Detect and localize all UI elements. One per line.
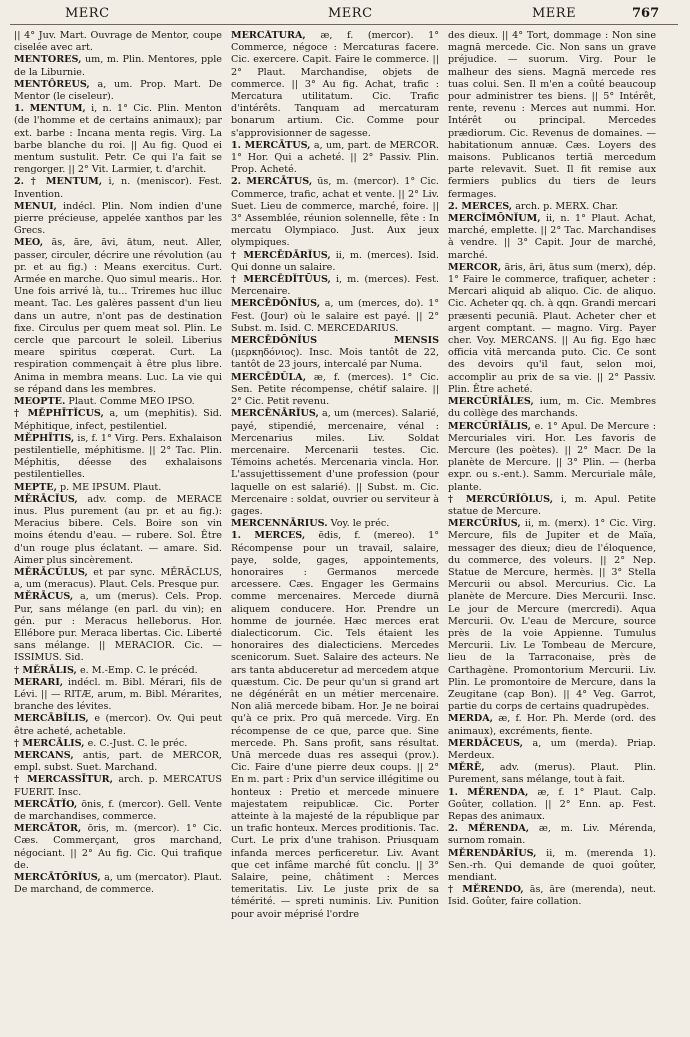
entry-definition: æ, f. (merces). 1° Cic. Sen. Petite récompense, chétif salaire. || 2° Cic. Petit revenu. [231,371,439,408]
dictionary-entry [14,738,222,750]
running-head-left: MERC [65,6,110,21]
dictionary-entry [231,408,439,518]
dictionary-entry [14,396,222,408]
entry-definition: i, n. (meniscor). Fest. Invention. [14,176,222,200]
entry-headword: MERCĀTŪRA, [231,30,306,41]
dictionary-entry [14,713,222,737]
column-1 [14,30,222,1030]
entry-headword: † MERCASSĪTUR, [14,774,113,786]
entry-definition: i, n. 1° Cic. Plin. Menton (de l'homme et de certains animaux); par ext. barbe : Incana menta regis. Virg. La barbe blanche du roi. || Au fig. Quod ei mentum sustulit. Petr. Ce qui l'a fait se rengorger. || 2° Vit. Larmier, t. d'archit. [14,103,222,176]
entry-definition: ii, m. (merx). 1° Cic. Virg. Mercure, fils de Jupiter et de Maïa, messager des dieux; dieu de l'éloquence, du commerce, des voleurs. || 2° Nep. Statue de Mercure, hermès. || 3° Stella Mercurii ou absol. Mercurius. Cic. La planète de Mercure. Dies Mercurii. Insc. Le jour de Mercure (mercredi). Aqua Mercurii. Ov. L'eau de Mercure, source près de la voie Appienne. Tumulus Mercurii. Liv. Le Tombeau de Mercure, lieu de la Tarraconaise, près de Carthagène. Promontorium Mercurii. Liv. Plin. Le promontoire de Mercure, dans la Zeugitane (cap Bon). || 4° Veg. Garrot, partie du corps de certains quadrupèdes. [448,518,656,713]
dictionary-entry [448,494,656,518]
entry-definition: ii, n. 1° Plaut. Achat, marché, emplette. || 2° Tac. Marchandises à vendre. || 3° Capit. Jour de marché, marché. [448,213,656,261]
entry-headword: MĔRENDĀRĬUS, [448,847,537,859]
entry-headword: MĚRĀCĬUS, [14,493,78,505]
dictionary-entry [231,518,439,530]
entry-definition: a, um (merces, do). 1° Fest. (Jour) où le salaire est payé. || 2° Subst. m. Isid. C. MERCEDARIUS. [231,298,439,334]
entry-definition: a, um. Prop. Mart. De Mentor (le ciseleur). [14,78,222,103]
entry-definition: adv. comp. de MERACE inus. Plus purement (au pr. et au fig.): Meracius bibere. Cels. Boire son vin moins étendu d'eau. — rubere. Sol. Être d'un rouge plus éclatant. — amare. Sid. Aimer plus sincèrement. [14,493,222,566]
dictionary-entry [14,54,222,78]
dictionary-entry [231,372,439,409]
entry-headword: 1. MERCĀTUS, [231,139,311,151]
entry-headword: 1. MĔRENDA, [448,786,529,798]
dictionary-entry [448,823,656,847]
entry-headword: MEPTE, [14,481,57,493]
dictionary-entry [231,250,439,274]
entry-definition: e. M.-Emp. C. le précéd. [79,664,198,676]
dictionary-entry [14,433,222,482]
entry-headword: MERCĬMŌNĬUM, [448,213,541,225]
entry-definition: Plaut. Comme MEO IPSO. [68,396,195,408]
entry-definition: a, um (mercator). Plaut. De marchand, de commerce. [14,872,222,896]
entry-definition: e (mercor). Ov. Qui peut être acheté, achetable. [14,713,222,737]
entry-definition: ās, āre (merenda), neut. Isid. Goûter, faire collation. [448,884,656,908]
column-2 [231,30,439,1030]
dictionary-entry [14,567,222,591]
dictionary-entry [231,140,439,177]
entry-headword: MERCENNĀRIUS. [231,518,328,530]
dictionary-entry [231,335,439,372]
entry-definition: antis, part. de MERCOR, empl. subst. Suet. Marchand. [14,749,222,774]
dictionary-entry [448,518,656,713]
entry-definition: ās, āre, āvi, ātum, neut. Aller, passer, circuler, décrire une révolution (au pr. et au fig.) : Means exercitus. Curt. Armée en marche. Quo simul mearis.. Hor. Une fois arrivé là, tu... Triremes huc illuc meant. Tac. Les galères passent d'un lieu dans un autre, n'ont pas de destination fixe. Circulus per quem meat sol. Plin. Le cercle que parcourt le soleil. Liberius meare spiritus cœperat. Curt. La respiration commençait à être plus libre. Anima in membra means. Luc. La vie qui se répand dans les membres. [14,237,222,395]
dictionary-entry [448,713,656,737]
entry-definition: || 4° Juv. Mart. Ouvrage de Mentor, coupe ciselée avec art. [14,30,222,54]
entry-headword: 1. MENTUM, [14,103,86,115]
dictionary-entry [231,30,439,140]
entry-headword: MERCĀTĬO, [14,798,78,810]
entry-definition: ūs, m. (mercor). 1° Cic. Commerce, trafic, achat et vente. || 2° Liv. Suet. Lieu de commerce, marché, foire. || 3° Assemblée, réunion solennelle, fête : In mercatu Olympiaco. Just. Aux jeux olympiques. [231,176,439,249]
dictionary-entry [14,665,222,677]
entry-headword: 2. MERCES, [448,200,513,212]
entry-definition: i, m. (merces). Fest. Mercenaire. [231,274,439,298]
dictionary-entry [231,530,439,921]
entry-headword: MĔRĒ, [448,762,485,774]
dictionary-entry [448,213,656,262]
entry-definition: ōnis, f. (mercor). Gell. Vente de marchandises, commerce. [14,798,222,822]
dictionary-entry [231,298,439,335]
entry-definition: Voy. le préc. [330,518,390,530]
dictionary-entry [14,677,222,714]
entry-headword: MEOPTE. [14,396,66,408]
entry-headword: MERARI, [14,676,64,688]
column-3 [448,30,656,1030]
dictionary-entry [14,750,222,774]
entry-definition: um, m. Plin. Mentores, pple de la Liburnie. [14,54,222,78]
entry-headword: MERCĒDŌNĬUS MENSIS [231,335,439,347]
entry-definition: des dieux. || 4° Tort, dommage : Non sine magnā mercede. Cic. Non sans un grave préjudice. — suorum. Virg. Pour le malheur des siens. Magnā mercede res tuas colui. Sen. Il m'en a coûté beaucoup pour administrer tes biens. || 5° Intérêt, rente, revenu : Merces aut nummi. Hor. Intérêt ou principal. Mercedes prædiorum. Cic. Revenus de domaines. — habitationum annuæ. Cæs. Loyers des maisons. Publicanos tertiā mercedum parte relevavit. Suet. Il fit remise aux fermiers publics du tiers de leurs fermages. [448,30,656,200]
entry-definition: adv. (merus). Plaut. Plin. Purement, sans mélange, tout à fait. [448,762,656,786]
entry-headword: MERCANS, [14,749,74,761]
entry-headword: MERCĒNĀRĬUS, [231,408,319,420]
dictionary-entry [14,237,222,396]
entry-headword: MENTÔREUS, [14,78,90,90]
entry-headword: MERDA, [448,713,494,725]
entry-definition: a, um (merus). Cels. Prop. Pur, sans mélange (en parl. du vin); en gén. pur : Meracus helleborus. Hor. Ellébore pur. Meraca libertas. Cic. Liberté sans mélange. || MERACIOR. Cic. — ISSIMUS. Sid. [14,591,222,664]
entry-definition: æ, f. 1° Plaut. Calp. Goûter, collation. || 2° Enn. ap. Fest. Repas des animaux. [448,786,656,822]
entry-definition: æ, f. (mercor). 1° Commerce, négoce : Mercaturas facere. Cic. exercere. Capit. Faire le commerce. || 2° Plaut. Marchandise, objets de commerce. || 3° Au fig. Achat, trafic : Mercatura utilitatum. Cic. Trafic d'intérêts. Tanquam ad mercaturam bonarum artium. Cic. Comme pour s'approvisionner de sagesse. [231,30,439,139]
entry-definition: a, um (merces). Salarié, payé, stipendié, mercenaire, vénal : Mercenarius miles. Liv. Soldat mercenaire. Mercenarii testes. Cic. Témoins achetés. Mercenaria vincla. Hor. L'assujettissement d'une profession (pour laquelle on est salarié). || Subst. m. Cic. Mercenaire : soldat, ouvrier ou serviteur à gages. [231,408,439,517]
entry-headword: MENTORES, [14,54,82,66]
dictionary-entry [448,30,656,201]
entry-headword: MERCŬRĬĀLIS, [448,420,531,432]
entry-definition: is, f. 1° Virg. Pers. Exhalaison pestilentielle, méphitisme. || 2° Tac. Plin. Méphitis, déesse des exhalaisons pestilentielles. [14,432,222,481]
entry-headword: MERCĀBĬLIS, [14,713,89,725]
dictionary-entry [448,762,656,786]
entry-headword: MERCŬRĬĀLES, [448,396,534,408]
entry-headword: MERCŬRĬUS, [448,518,521,530]
dictionary-entry [14,494,222,567]
entry-definition: indécl. Plin. Nom indien d'une pierre précieuse, appelée xanthos par les Grecs. [14,200,222,237]
entry-definition: et par sync. MĚRĀCLUS, a, um (meracus). Plaut. Cels. Presque pur. [14,566,222,591]
entry-headword: † MERCŬRĬŎLUS, [448,493,554,505]
entry-definition: ōris, m. (mercor). 1° Cic. Cæs. Commerçant, gros marchand, négociant. || 2° Au fig. Cic. Qui trafique de. [14,823,222,871]
entry-headword: MERCĒDŌNĬUS, [231,298,321,310]
entry-definition: arch. p. MERCATUS FUERIT. Insc. [14,774,222,798]
dictionary-entry [448,201,656,213]
entry-headword: 1. MERCES, [231,530,306,542]
entry-headword: 2. MĔRENDA, [448,823,530,835]
dictionary-entry [14,799,222,823]
dictionary-entry [448,396,656,420]
entry-headword: † MĚPHĪTĬCUS, [14,408,104,420]
dictionary-entry [14,774,222,798]
entry-headword: 2. † MENTUM, [14,176,103,188]
dictionary-entry [14,30,222,54]
entry-definition: e. 1° Apul. De Mercure : Mercuriales viri. Hor. Les favoris de Mercure (les poètes). || 2° Macr. De la planète de Mercure. || 3° Plin. — (herba expr. ou s.-ent.). Samm. Mercuriale mâle, plante. [448,420,656,493]
dictionary-entry [448,738,656,762]
page-number: 767 [632,6,660,21]
entry-headword: MĚPHĪTIS, [14,432,75,444]
entry-definition: āris, āri, ātus sum (merx), dép. 1° Faire le commerce, trafiquer, acheter : Mercari aliquid ab aliquo. Cic. de aliquo. Cic. Acheter qq. ch. à qqn. Grandi mercari præsenti pecuniā. Plaut. Acheter cher et argent comptant. — magno. Virg. Payer cher. Voy. MERCANS. || Au fig. Ego hæc officia vitā mercanda puto. Cic. Ce sont des devoirs qu'il faut, selon moi, accomplir au prix de sa vie. || 2° Passiv. Plin. Être acheté. [448,261,656,395]
entry-definition: e. C.-Just. C. le préc. [87,737,188,749]
dictionary-entry [231,176,439,249]
dictionary-entry [14,482,222,494]
entry-definition: æ, f. Hor. Ph. Merde (ord. des animaux), excréments, fiente. [448,713,656,737]
entry-headword: MERCĒDŬLA, [231,371,307,383]
entry-headword: MERCĀTŌRĬUS, [14,872,101,884]
dictionary-entry [448,884,656,908]
dictionary-entry [14,872,222,896]
dictionary-entry [14,79,222,103]
entry-headword: MĚRĀCŬLUS, [14,566,88,578]
entry-definition: ium, m. Cic. Membres du collège des marchands. [448,396,656,420]
dictionary-entry [448,787,656,824]
entry-headword: 2. MERCĀTUS, [231,176,313,188]
entry-headword: MERDĀCEUS, [448,737,523,749]
entry-headword: † MĔRENDO, [448,884,524,896]
entry-headword: MENUI, [14,200,57,212]
entry-definition: indécl. m. Bibl. Mérari, fils de Lévi. || — RITÆ, arum, m. Bibl. Mérarites, branche des lévites. [14,676,222,713]
entry-definition: a, um (mephitis). Sid. Méphitique, infect, pestilentiel. [14,408,222,432]
dictionary-entry [14,176,222,200]
entry-definition: æ, m. Liv. Mérenda, surnom romain. [448,823,656,847]
entry-definition: a, um (merda). Priap. Merdeux. [448,737,656,761]
dictionary-entry [14,591,222,664]
entry-headword: MEO, [14,237,44,249]
entry-definition: p. ME IPSUM. Plaut. [60,481,162,493]
dictionary-entry [448,421,656,494]
dictionary-entry [14,408,222,432]
dictionary-entry [14,823,222,872]
dictionary-entry [231,274,439,298]
entry-headword: † MERCĒDĀRĬUS, [231,249,331,261]
dictionary-entry [14,201,222,238]
entry-headword: † MERCĒDĬTŪUS, [231,274,331,286]
entry-definition: ii, m. (merenda 1). Sen.-rh. Qui demande de quoi goûter, mendiant. [448,847,656,884]
running-head-center: MERC [328,6,373,21]
entry-headword: † MERCĀLIS, [14,737,85,749]
entry-definition: ēdis, f. (mereo). 1° Récompense pour un travail, salaire, paye, solde, gages, appointements, honoraires : Germanos mercede arcessere. Cæs. Engager les Germains comme mercenaires. Mercede diurnā aliquem conducere. Hor. Prendre un homme de journée. Hæc merces erat dialecticorum. Cic. Tels étaient les honoraires des dialecticiens. Mercedes scenicorum. Suet. Salaire des acteurs. Ne ars tanta abduceretur ad mercedem atque quæstum. Cic. De peur qu'un si grand art ne dégénérât en un métier mercenaire. Non aliā mercede bibam. Hor. Je ne boirai qu'à ce prix. Pro quā mercede. Virg. En récompense de ce que, parce que. Sine mercede. Ph. Sans profit, sans résultat. Unā mercede duas res assequi (prov.). Cic. Faire d'une pierre deux coups. || 2° En m. part : Prix d'un service illégitime ou honteux : Pretio et mercede minuere majestatem reipublicæ. Cic. Porter atteinte à la majesté de la république par un trafic honteux. Merces proditionis. Tac. Curt. Le prix d'une trahison. Priusquam infanda merces perficeretur. Liv. Avant que cet infâme marché fût conclu. || 3° Salaire, peine, châtiment : Merces temeritatis. Liv. Le juste prix de sa témérité. — spreti numinis. Liv. Punition pour avoir méprisé l'ordre [231,530,439,920]
dictionary-entry [448,848,656,885]
dictionary-entry [448,262,656,396]
entry-headword: MERCOR, [448,261,502,273]
entry-headword: MERCĀTOR, [14,823,82,835]
entry-definition: a, um, part. de MERCOR. 1° Hor. Qui a acheté. || 2° Passiv. Plin. Prop. Acheté. [231,139,439,176]
header-rule [10,24,678,25]
entry-definition: (μερκηδόνιος). Insc. Mois tantôt de 22, tantôt de 23 jours, intercalé par Numa. [231,347,439,371]
entry-definition: i, m. Apul. Petite statue de Mercure. [448,493,656,517]
dictionary-entry [14,103,222,176]
entry-definition: arch. p. MERX. Char. [515,200,619,212]
entry-definition: ii, m. (merces). Isid. Qui donne un salaire. [231,249,439,273]
running-head-right: MERE [532,6,577,21]
entry-headword: MĚRĀCUS, [14,591,74,603]
entry-headword: † MĚRĀLIS, [14,664,77,676]
